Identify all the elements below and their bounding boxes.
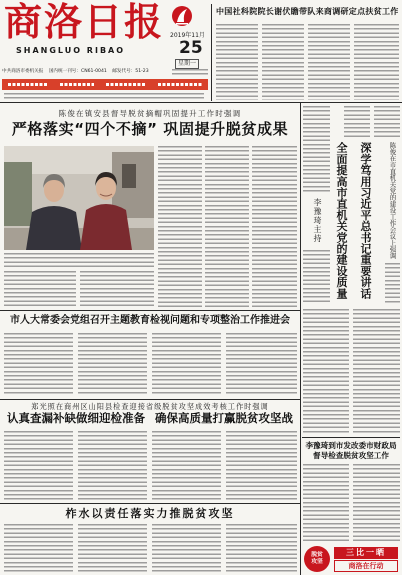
- article-text-column: [344, 106, 370, 138]
- top-story-headline: 中国社科院院长谢伏瞻带队来商调研定点扶贫工作: [216, 7, 399, 16]
- article-text-column: [226, 333, 297, 396]
- article-text-column: [226, 431, 297, 500]
- article-text-column: [303, 309, 349, 433]
- article-text-column: [303, 464, 349, 542]
- article-text-column: [226, 524, 297, 574]
- vertical-story[interactable]: [301, 103, 402, 306]
- issue-day: 25: [179, 38, 203, 58]
- article-text-column: [78, 333, 147, 396]
- inspection-headline-part1: 认真查漏补缺做细迎检准备: [7, 411, 145, 425]
- issue-year-month: 2019年11月: [170, 32, 205, 39]
- article-text-column: [158, 146, 202, 307]
- postal-code: 邮发代号：51-23: [112, 69, 149, 74]
- masthead-title: 商洛日报: [4, 0, 165, 44]
- article-text-column: [353, 464, 400, 542]
- vertical-story-kicker: 陈俊在市直机关党的建设工作会议上强调: [388, 142, 397, 259]
- article-text-column: [4, 431, 73, 500]
- article-text-column: [152, 431, 221, 500]
- newspaper-emblem-icon: [171, 5, 193, 29]
- article-text-column: [308, 24, 350, 100]
- vertical-story-headline-line2: 全面提高市直机关党的建设质量: [335, 142, 348, 299]
- lead-story[interactable]: [0, 103, 300, 310]
- publisher-line: [2, 70, 153, 75]
- lead-photo: [4, 146, 154, 250]
- article-text-column: [80, 271, 154, 307]
- masthead-divider: [211, 4, 212, 101]
- badge-title: 三比一晒: [334, 547, 398, 559]
- promo-banner: [2, 79, 208, 90]
- supervision-headline-line2: 督导检查脱贫攻坚工作: [313, 451, 389, 460]
- issue-weekday: 星期一: [175, 59, 199, 69]
- article-text-column: [4, 271, 76, 307]
- badge-icon-label: 脱贫攻坚: [311, 552, 323, 565]
- vertical-story-headline-line1: 深学笃用习近平总书记重要讲话: [359, 142, 372, 299]
- article-text-column: [303, 250, 330, 304]
- article-text-column: [303, 106, 330, 194]
- photo-caption: [4, 253, 154, 267]
- article-text-column: [262, 24, 304, 100]
- supervision-headline-line1: 李豫琦到市发改委市财政局: [305, 441, 397, 450]
- article-text-column: [385, 263, 400, 303]
- article-text-column: [374, 106, 400, 138]
- article-text-column: [152, 333, 221, 396]
- article-text-column: [353, 309, 400, 433]
- lead-story-headline: 严格落实“四个不摘” 巩固提升脱贫成果: [11, 120, 289, 138]
- article-text-column: [4, 333, 73, 396]
- article-text-column: [216, 24, 258, 100]
- npc-story-headline: 市人大常委会党组召开主题教育检视问题和专项整治工作推进会: [10, 315, 290, 326]
- lead-story-kicker: 陈俊在镇安县督导脱贫摘帽巩固提升工作时强调: [58, 109, 242, 118]
- inspection-story[interactable]: [0, 400, 300, 503]
- issn-number: 国内统一刊号：CN61-0041: [48, 69, 107, 74]
- badge-subtitle: 商洛在行动: [334, 560, 398, 572]
- zhashui-story[interactable]: [0, 504, 300, 575]
- inspection-headline-part2: 确保高质量打赢脱贫攻坚战: [155, 411, 293, 425]
- masthead-pinyin: SHANGLUO RIBAO: [16, 46, 126, 55]
- article-text-column: [354, 24, 399, 100]
- inspection-story-headline: [0, 413, 300, 425]
- zhashui-story-headline: 柞水以责任落实力推脱贫攻坚: [65, 507, 235, 520]
- supervision-story[interactable]: [301, 438, 402, 544]
- promo-badge[interactable]: [302, 545, 400, 573]
- top-story[interactable]: [213, 4, 402, 101]
- article-text-column: [4, 524, 73, 574]
- vertical-story-byline: 李豫琦主持: [313, 198, 322, 243]
- article-text-column: [205, 146, 249, 307]
- article-text-column: [152, 524, 221, 574]
- article-text-column: [78, 524, 147, 574]
- article-text-column: [78, 431, 147, 500]
- article-text-column: [252, 146, 297, 307]
- npc-story[interactable]: [0, 311, 300, 398]
- inspection-story-kicker: 郑光照在商州区山阳县检查迎接省级脱贫攻坚成效考核工作时强调: [31, 402, 269, 411]
- poverty-alleviation-badge-icon: [304, 546, 330, 572]
- publisher-name: 中共商洛市委机关报: [2, 69, 44, 74]
- banner-subline: [4, 93, 204, 99]
- lunar-date-lines: [172, 69, 208, 77]
